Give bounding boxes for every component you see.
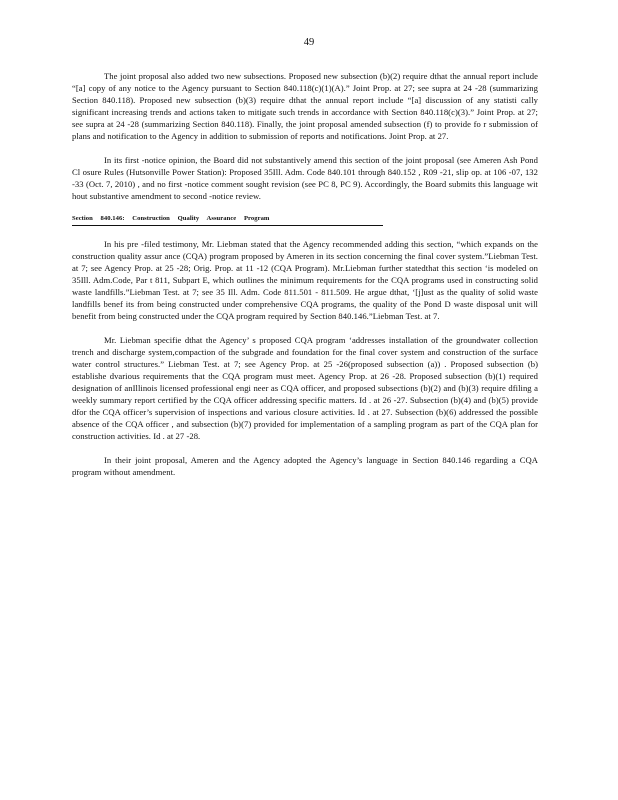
page-number: 49 (303, 37, 315, 48)
paragraph-liebman-testimony: In his pre -filed testimony, Mr. Liebman stated that the Agency recommended adding this section, “which expands on the construction quality assur ance (CQA) program proposed by Ameren in its section concerning the final cover system.”Liebman Test. at 7; see Agency Prop. at 25 -28; Orig. Prop. at 11 -12 (CQA Program). Mr.Liebman further statedthat this section ‘is modeled on 35Ill. Adm.Code, Par t 811, Subpart E, which outlines the minimum requirements for the CQA programs used in constructing solid waste landfills.”Liebman Test. at 7; see 35 Ill. Adm. Code 811.501 - 811.509. He argue dthat, ‘[j]ust as the quality of solid waste landfills benef its from being constructed under comprehensive CQA programs, the quality of the Pond D waste disposal unit will benefit from being constructed under the CQA program required by Section 840.146.”Liebman Test. at 7. (72, 239, 538, 321)
paragraph-cqa-program-details: Mr. Liebman specifie dthat the Agency’ s proposed CQA program ‘addresses installation of the groundwater collection trench and discharge system,compaction of the subgrade and foundation for the final cover system and construction of the surface water control structures.” Liebman Test. at 7; see Agency Prop. at 25 -26(proposed subsection (a)) . Proposed subsection (b) establishe dvarious requirements that the CQA program must meet. Agency Prop. at 26 -28. Proposed subsection (b)(1) required designation of anIllinois licensed professional engi neer as CQA officer, and proposed subsections (b)(2) and (b)(3) require dfiling a weekly summary report certified by the CQA officer addressing specific matters. Id . at 26 -27. Subsection (b)(4) and (b)(5) provide dfor the CQA officer’s supervision of inspections and various closure activities. Id . at 27. Subsection (b)(6) addressed the possible absence of the CQA officer , and subsection (b)(7) provided for implementation of a sampling program as part of the CQA plan for construction activities. Id . at 27 -28. (72, 335, 538, 441)
paragraph-new-subsections: The joint proposal also added two new subsections. Proposed new subsection (b)(2) require dthat the annual report include “[a] copy of any notice to the Agency pursuant to Section 840.118(c)(1)(A).” Joint Prop. at 27; see supra at 24 -28 (summarizing Section 840.118). Proposed new subsection (b)(3) require dthat the annual report include “[a] discussion of any statisti cally significant increasing trends and actions taken to mitigate such trends in accordance with Section 840.118(c)(3).” Joint Prop. at 27; see supra at 24 -28 (summarizing Section 840.118). Finally, the joint proposal amended subsection (f) to provide fo r submission of plans and notification to the Agency in addition to submission of reports and notifications. Joint Prop. at 27. (72, 71, 538, 141)
section-heading-840-146: Section 840.146: Construction Quality Assurance Program (72, 214, 383, 226)
document-body (72, 70, 538, 490)
paragraph-first-notice-opinion: In its first -notice opinion, the Board did not substantively amend this section of the joint proposal (see Ameren Ash Pond Cl osure Rules (Hutsonville Power Station): Proposed 35Ill. Adm. Code 840.101 through 840.152 , R09 -21, slip op. at 106 -07, 132 -33 (Oct. 7, 2010) , and no first -notice comment sought revision (see PC 8, PC 9). Accordingly, the Board submits this language wit hout substantive amendment to second -notice review. (72, 155, 538, 201)
paragraph-joint-proposal-adoption: In their joint proposal, Ameren and the Agency adopted the Agency’s language in Section 840.146 regarding a CQA program without amendment. (72, 455, 538, 477)
